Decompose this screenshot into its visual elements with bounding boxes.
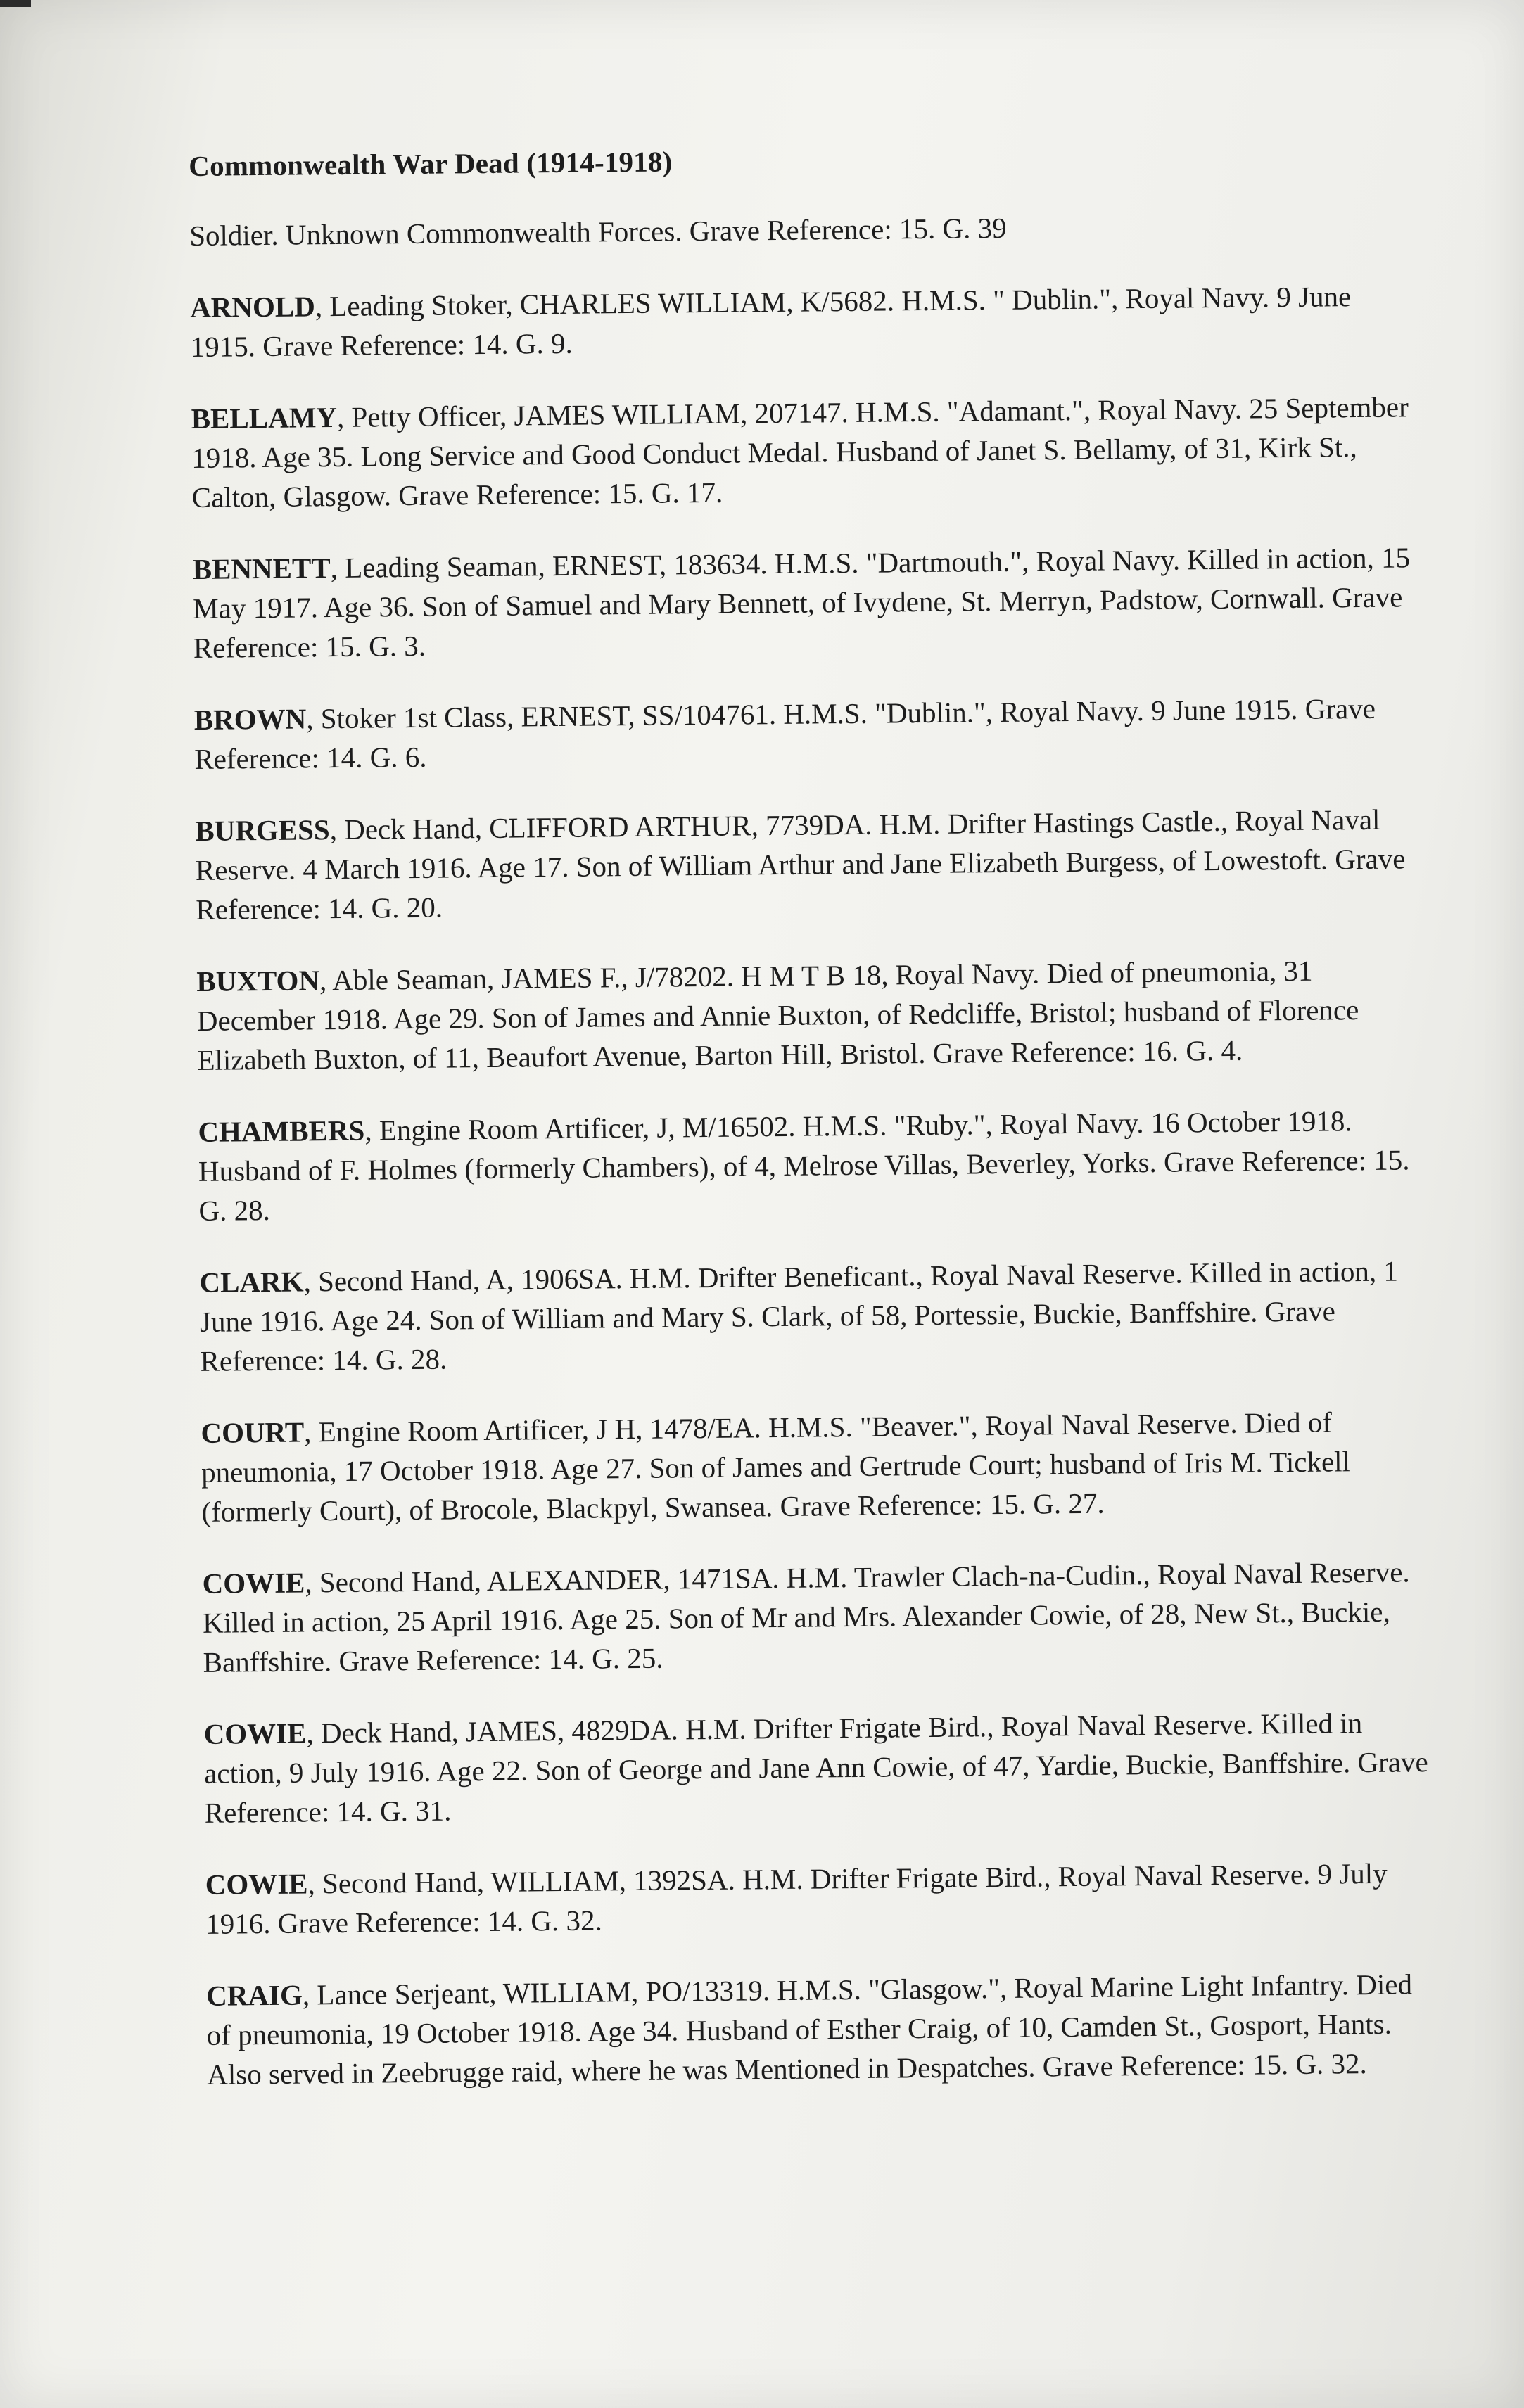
entry-surname: BURGESS — [195, 813, 330, 848]
document-title: Commonwealth War Dead (1914-1918) — [189, 145, 673, 182]
entry-burgess — [195, 800, 1421, 930]
entry-surname: CHAMBERS — [198, 1114, 365, 1149]
entry-surname: BUXTON — [196, 964, 320, 998]
entry-cowie-william — [205, 1853, 1430, 1944]
page-corner-shadow — [0, 0, 31, 7]
entry-details: , Stoker 1st Class, ERNEST, SS/104761. H.M.S. "Dublin.", Royal Navy. 9 June 1915. Grave Reference: 14. G. 6. — [194, 692, 1376, 776]
entry-cowie-james — [203, 1702, 1429, 1833]
entry-surname: ARNOLD — [189, 290, 316, 324]
entry-details: , Deck Hand, CLIFFORD ARTHUR, 7739DA. H.M. Drifter Hastings Castle., Royal Naval Reserve. 4 March 1916. Age 17. Son of William Arthur and Jane Elizabeth Burgess, of Lowestoft. Grave Reference: 14. G. 20. — [195, 803, 1406, 926]
entry-details: , Deck Hand, JAMES, 4829DA. H.M. Drifter Frigate Bird., Royal Naval Reserve. Killed in action, 9 July 1916. Age 22. Son of George and Jane Ann Cowie, of 47, Yardie, Buckie, Banffshire. Grave Reference: 14. G. 31. — [203, 1707, 1428, 1830]
entry-surname: BROWN — [193, 702, 307, 737]
entry-surname: CRAIG — [205, 1978, 303, 2013]
entry-surname: COURT — [201, 1415, 305, 1450]
entry-details: , Leading Stoker, CHARLES WILLIAM, K/5682. H.M.S. " Dublin.", Royal Navy. 9 June 1915. Grave Reference: 14. G. 9. — [190, 280, 1352, 364]
entry-surname: BELLAMY — [191, 401, 338, 435]
entry-surname: BENNETT — [192, 552, 331, 586]
entry-surname: COWIE — [205, 1867, 308, 1901]
entry-bennett — [192, 538, 1418, 668]
entry-surname: CLARK — [199, 1265, 304, 1299]
entry-details: , Lance Serjeant, WILLIAM, PO/13319. H.M.S. "Glasgow.", Royal Marine Light Infantry. Died of pneumonia, 19 October 1918. Age 34. Husband of Esther Craig, of 10, Camden St., Gosport, Hants. Also served in Zeebrugge raid, where he was Mentioned in Despatches. Grave Reference: 15. G. 32. — [206, 1968, 1413, 2091]
entry-details: , Second Hand, WILLIAM, 1392SA. H.M. Drifter Frigate Bird., Royal Naval Reserve. 9 July 1916. Grave Reference: 14. G. 32. — [205, 1857, 1388, 1941]
entry-surname: COWIE — [203, 1716, 307, 1751]
entry-craig — [206, 1964, 1432, 2094]
entry-details: , Second Hand, ALEXANDER, 1471SA. H.M. Trawler Clach-na-Cudin., Royal Naval Reserve. Killed in action, 25 April 1916. Age 25. Son of Mr and Mrs. Alexander Cowie, of 28, New St., Buckie, Banffshire. Grave Reference: 14. G. 25. — [202, 1555, 1410, 1679]
entry-arnold — [190, 276, 1415, 367]
entry-details: , Second Hand, A, 1906SA. H.M. Drifter Beneficant., Royal Naval Reserve. Killed in action, 1 June 1916. Age 24. Son of William and Mary S. Clark, of 58, Portessie, Buckie, Banffshire. Grave Reference: 14. G. 28. — [199, 1254, 1399, 1378]
entry-details: Soldier. Unknown Commonwealth Forces. Grave Reference: 15. G. 39 — [189, 212, 1007, 253]
entry-details: , Engine Room Artificer, J, M/16502. H.M.S. "Ruby.", Royal Navy. 16 October 1918. Husband of F. Holmes (formerly Chambers), of 4, Melrose Villas, Beverley, Yorks. Grave Reference: 15. G. 28. — [198, 1104, 1410, 1228]
entry-court — [201, 1402, 1426, 1532]
entry-brown — [194, 689, 1419, 779]
entry-buxton — [196, 950, 1422, 1081]
entry-bellamy — [191, 388, 1416, 518]
entry-unknown-soldier — [189, 205, 1414, 256]
entry-clark — [199, 1251, 1425, 1382]
entry-details: , Petty Officer, JAMES WILLIAM, 207147. H.M.S. "Adamant.", Royal Navy. 25 September 1918. Age 35. Long Service and Good Conduct Medal. Husband of Janet S. Bellamy, of 31, Kirk St., Calton, Glasgow. Grave Reference: 15. G. 17. — [191, 390, 1409, 514]
document-content — [189, 136, 1432, 2127]
entry-cowie-alexander — [202, 1553, 1428, 1683]
entry-surname: COWIE — [202, 1566, 305, 1600]
entry-chambers — [198, 1101, 1423, 1231]
entry-details: , Engine Room Artificer, J H, 1478/EA. H.M.S. "Beaver.", Royal Naval Reserve. Died of pneumonia, 17 October 1918. Age 27. Son of James and Gertrude Court; husband of Iris M. Tickell (formerly Court), of Brocole, Blackpyl, Swansea. Grave Reference: 15. G. 27. — [201, 1406, 1351, 1529]
entry-details: , Able Seaman, JAMES F., J/78202. H M T B 18, Royal Navy. Died of pneumonia, 31 December 1918. Age 29. Son of James and Annie Buxton, of Redcliffe, Bristol; husband of Florence Elizabeth Buxton, of 11, Beaufort Avenue, Barton Hill, Bristol. Grave Reference: 16. G. 4. — [196, 955, 1359, 1077]
entry-details: , Leading Seaman, ERNEST, 183634. H.M.S. "Dartmouth.", Royal Navy. Killed in action, 15 May 1917. Age 36. Son of Samuel and Mary Bennett, of Ivydene, St. Merryn, Padstow, Cornwall. Grave Reference: 15. G. 3. — [193, 541, 1411, 665]
